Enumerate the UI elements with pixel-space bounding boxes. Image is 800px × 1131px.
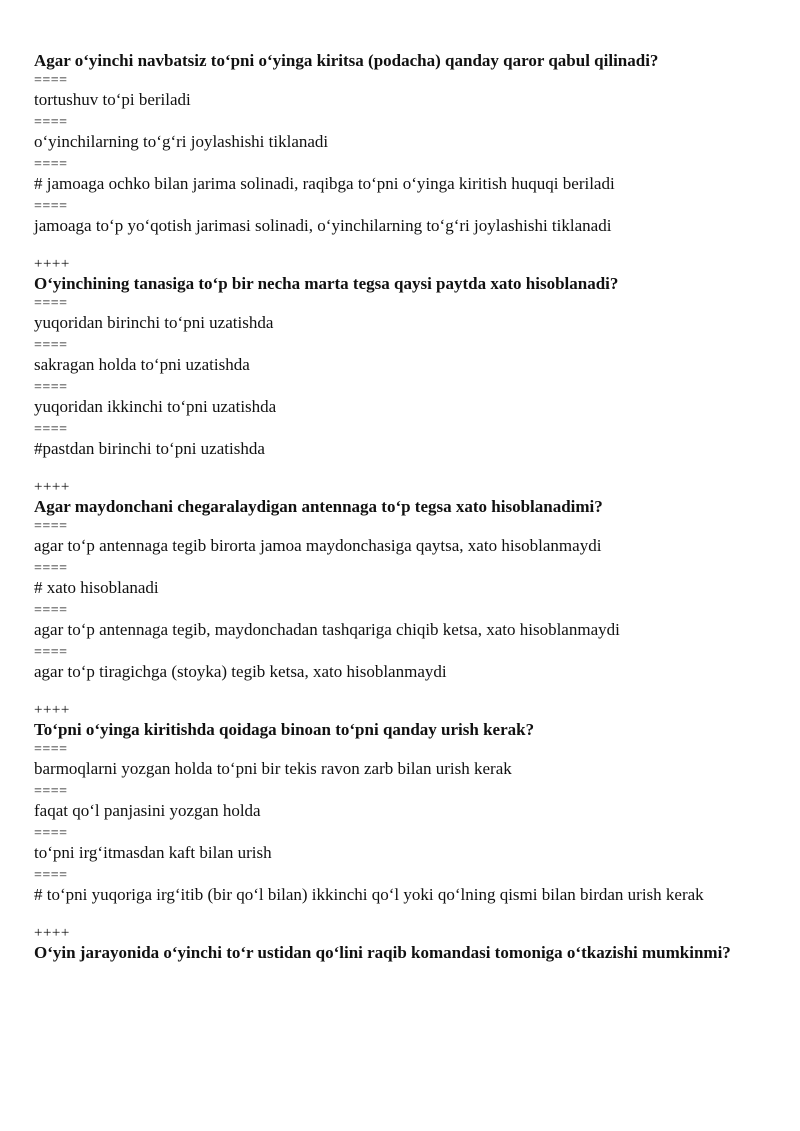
answer-separator: ==== [34, 338, 68, 353]
answer-separator: ==== [34, 561, 68, 576]
answer-option: yuqoridan ikkinchi to‘pni uzatishda [34, 397, 277, 416]
answer-separator: ==== [34, 199, 68, 214]
question-block [34, 255, 766, 460]
document-page [34, 50, 766, 982]
answer-separator: ==== [34, 422, 68, 437]
answer-separator: ==== [34, 603, 68, 618]
question-text: Agar o‘yinchi navbatsiz to‘pni o‘yinga kiritsa (podacha) qanday qaror qabul qilinadi? [34, 51, 659, 70]
answer-option-correct: # xato hisoblanadi [34, 578, 159, 597]
answer-separator: ==== [34, 645, 68, 660]
answer-option: agar to‘p tiragichga (stoyka) tegib ketsa, xato hisoblanmaydi [34, 662, 447, 681]
answer-option: to‘pni irg‘itmasdan kaft bilan urish [34, 843, 272, 862]
answer-separator: ==== [34, 157, 68, 172]
answer-option: agar to‘p antennaga tegib, maydonchadan tashqariga chiqib ketsa, xato hisoblanmaydi [34, 620, 620, 639]
question-block [34, 924, 766, 964]
question-block [34, 701, 766, 906]
answer-separator: ==== [34, 296, 68, 311]
answer-separator: ==== [34, 742, 68, 757]
answer-option: tortushuv to‘pi beriladi [34, 90, 191, 109]
answer-option: o‘yinchilarning to‘g‘ri joylashishi tiklanadi [34, 132, 329, 151]
answer-option: sakragan holda to‘pni uzatishda [34, 355, 250, 374]
block-marker: ++++ [34, 925, 70, 941]
answer-option: yuqoridan birinchi to‘pni uzatishda [34, 313, 274, 332]
answer-separator: ==== [34, 380, 68, 395]
answer-option-correct: #pastdan birinchi to‘pni uzatishda [34, 439, 265, 458]
answer-separator: ==== [34, 519, 68, 534]
answer-option: barmoqlarni yozgan holda to‘pni bir tekis ravon zarb bilan urish kerak [34, 759, 512, 778]
block-marker: ++++ [34, 256, 70, 272]
answer-separator: ==== [34, 868, 68, 883]
answer-option: jamoaga to‘p yo‘qotish jarimasi solinadi, o‘yinchilarning to‘g‘ri joylashishi tiklanadi [34, 216, 612, 235]
answer-option: agar to‘p antennaga tegib birorta jamoa maydonchasiga qaytsa, xato hisoblanmaydi [34, 536, 602, 555]
question-text: Agar maydonchani chegaralaydigan antennaga to‘p tegsa xato hisoblanadimi? [34, 497, 603, 516]
answer-option-correct: # to‘pni yuqoriga irg‘itib (bir qo‘l bilan) ikkinchi qo‘l yoki qo‘lning qismi bilan birdan urish kerak [34, 885, 704, 904]
question-text: O‘yin jarayonida o‘yinchi to‘r ustidan qo‘lini raqib komandasi tomoniga o‘tkazishi mumkinmi? [34, 943, 731, 962]
question-text: To‘pni o‘yinga kiritishda qoidaga binoan to‘pni qanday urish kerak? [34, 720, 535, 739]
question-text: O‘yinchining tanasiga to‘p bir necha marta tegsa qaysi paytda xato hisoblanadi? [34, 274, 619, 293]
question-block [34, 478, 766, 683]
block-marker: ++++ [34, 479, 70, 495]
answer-separator: ==== [34, 73, 68, 88]
question-block [34, 50, 766, 237]
answer-option-correct: # jamoaga ochko bilan jarima solinadi, raqibga to‘pni o‘yinga kiritish huquqi beriladi [34, 174, 615, 193]
answer-separator: ==== [34, 826, 68, 841]
answer-separator: ==== [34, 115, 68, 130]
block-marker: ++++ [34, 702, 70, 718]
answer-separator: ==== [34, 784, 68, 799]
answer-option: faqat qo‘l panjasini yozgan holda [34, 801, 261, 820]
